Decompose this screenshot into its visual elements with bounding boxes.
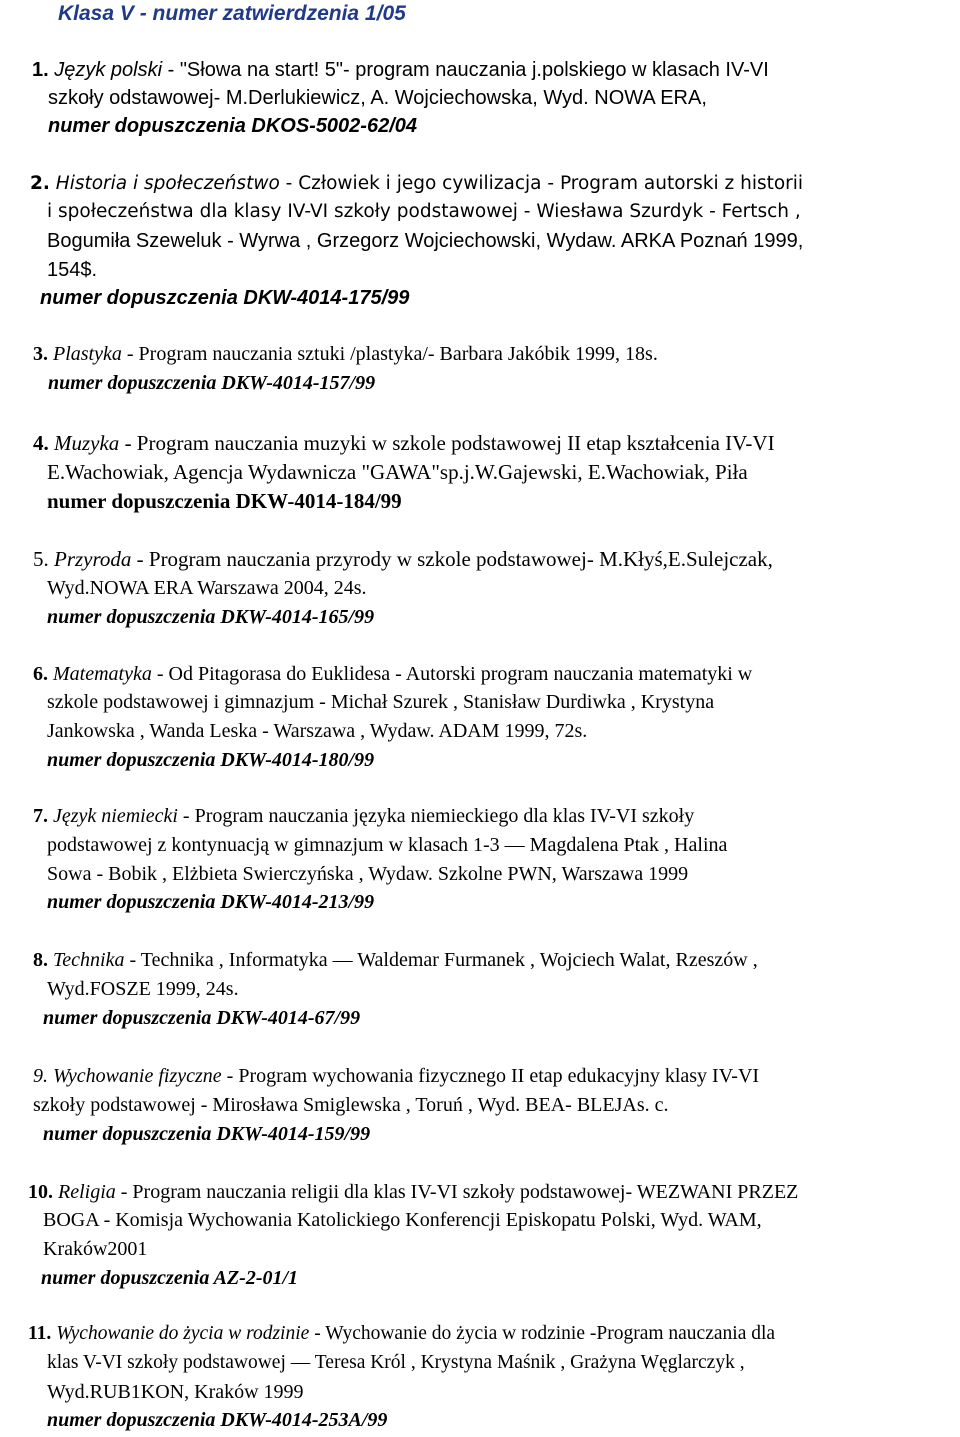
- item-subject: Wychowanie fizyczne: [53, 1065, 222, 1087]
- item-number: 10.: [28, 1181, 53, 1203]
- item-line: [28, 1178, 798, 1206]
- item-number: 5.: [33, 547, 49, 571]
- item-line: podstawowej z kontynuacją w gimnazjum w klasach 1-3 — Magdalena Ptak , Halina: [47, 834, 728, 856]
- item-subject: Matematyka: [53, 663, 152, 685]
- item-number: 8.: [33, 949, 48, 971]
- item-subject: Język niemiecki: [53, 805, 178, 827]
- item-number: 6.: [33, 663, 48, 685]
- approval-number: numer dopuszczenia DKW-4014-180/99: [47, 749, 375, 771]
- item-line: [33, 429, 775, 457]
- item-description: - Program nauczania muzyki w szkole podstawowej II etap kształcenia IV-VI: [119, 431, 775, 455]
- item-description: - Program nauczania języka niemieckiego dla klas IV-VI szkoły: [177, 805, 695, 827]
- item-description: - "Słowa na start! 5"- program nauczania j.polskiego w klasach IV-VI: [162, 59, 769, 81]
- approval-number: numer dopuszczenia AZ-2-01/1: [41, 1267, 299, 1289]
- item-line: Wyd.RUB1KON, Kraków 1999: [47, 1381, 304, 1403]
- item-number: 1.: [32, 59, 49, 81]
- item-line: [33, 802, 694, 830]
- item-line: Bogumiła Szeweluk - Wyrwa , Grzegorz Wojciechowski, Wydaw. ARKA Poznań 1999,: [47, 230, 804, 252]
- item-line: [33, 545, 773, 573]
- item-subject: Plastyka: [53, 343, 122, 365]
- item-subject: Muzyka: [54, 431, 120, 455]
- item-line: [30, 170, 803, 198]
- item-line: szkole podstawowej i gimnazjum - Michał Szurek , Stanisław Durdiwka , Krystyna: [47, 691, 715, 713]
- item-subject: Religia: [58, 1181, 116, 1203]
- item-subject: Wychowanie do życia w rodzinie: [56, 1323, 310, 1344]
- item-description: - Program nauczania sztuki /plastyka/- Barbara Jakóbik 1999, 18s.: [121, 343, 658, 365]
- approval-number: numer dopuszczenia DKW-4014-175/99: [40, 287, 410, 309]
- approval-number: numer dopuszczenia DKW-4014-157/99: [48, 372, 376, 394]
- item-line: [33, 660, 752, 688]
- item-line: [33, 340, 658, 368]
- item-line: Jankowska , Wanda Leska - Warszawa , Wydaw. ADAM 1999, 72s.: [47, 720, 588, 742]
- item-number: 7.: [33, 805, 48, 827]
- approval-number: numer dopuszczenia DKOS-5002-62/04: [48, 115, 418, 137]
- item-line: BOGA - Komisja Wychowania Katolickiego Konferencji Episkopatu Polski, Wyd. WAM,: [43, 1209, 762, 1231]
- item-line: Sowa - Bobik , Elżbieta Swierczyńska , Wydaw. Szkolne PWN, Warszawa 1999: [47, 863, 689, 885]
- item-description: - Program nauczania religii dla klas IV-VI szkoły podstawowej- WEZWANI PRZEZ: [115, 1181, 799, 1203]
- item-line: Wyd.FOSZE 1999, 24s.: [47, 978, 239, 1000]
- item-description: - Program nauczania przyrody w szkole podstawowej- M.Kłyś,E.Sulejczak,: [131, 547, 773, 571]
- item-description: - Wychowanie do życia w rodzinie -Program nauczania dla: [309, 1323, 776, 1344]
- item-subject: Historia i społeczeństwo: [55, 173, 280, 194]
- item-line: Wyd.NOWA ERA Warszawa 2004, 24s.: [47, 577, 367, 599]
- item-subject: Język polski: [54, 59, 163, 81]
- item-line: [33, 1062, 759, 1090]
- item-line: [33, 946, 758, 974]
- item-line: Kraków2001: [43, 1238, 148, 1260]
- item-description: - Program wychowania fizycznego II etap edukacyjny klasy IV-VI: [221, 1065, 760, 1087]
- item-line: klas V-VI szkoły podstawowej — Teresa Król , Krystyna Maśnik , Grażyna Węglarczyk ,: [47, 1352, 745, 1373]
- item-line: [28, 1320, 775, 1348]
- document-title: Klasa V - numer zatwierdzenia 1/05: [58, 2, 406, 25]
- item-number: 2.: [30, 173, 50, 194]
- item-line: E.Wachowiak, Agencja Wydawnicza "GAWA"sp.j.W.Gajewski, E.Wachowiak, Piła: [47, 460, 748, 484]
- item-number: 3.: [33, 343, 48, 365]
- item-line: 154$.: [47, 259, 98, 281]
- item-line: [32, 56, 769, 84]
- item-line: i społeczeństwa dla klasy IV-VI szkoły podstawowej - Wiesława Szurdyk - Fertsch ,: [47, 201, 801, 222]
- approval-number: numer dopuszczenia DKW-4014-165/99: [47, 606, 375, 628]
- item-line: szkoły odstawowej- M.Derlukiewicz, A. Wojciechowska, Wyd. NOWA ERA,: [48, 87, 707, 109]
- item-number: 11.: [28, 1323, 52, 1344]
- approval-number: numer dopuszczenia DKW-4014-253A/99: [47, 1409, 388, 1431]
- approval-number: numer dopuszczenia DKW-4014-213/99: [47, 891, 375, 913]
- item-description: - Technika , Informatyka — Waldemar Furmanek , Wojciech Walat, Rzeszów ,: [124, 949, 758, 971]
- approval-number: numer dopuszczenia DKW-4014-159/99: [43, 1123, 371, 1145]
- item-line: szkoły podstawowej - Mirosława Smiglewska , Toruń , Wyd. BEA- BLEJAs. c.: [33, 1094, 669, 1116]
- item-description: - Człowiek i jego cywilizacja - Program autorski z historii: [279, 173, 804, 194]
- item-subject: Przyroda: [54, 547, 132, 571]
- item-number: 4.: [33, 431, 49, 455]
- item-number: 9.: [33, 1065, 48, 1087]
- item-description: - Od Pitagorasa do Euklidesa - Autorski program nauczania matematyki w: [151, 663, 753, 685]
- approval-number: numer dopuszczenia DKW-4014-67/99: [43, 1007, 361, 1029]
- approval-number: numer dopuszczenia DKW-4014-184/99: [47, 489, 402, 513]
- item-subject: Technika: [53, 949, 125, 971]
